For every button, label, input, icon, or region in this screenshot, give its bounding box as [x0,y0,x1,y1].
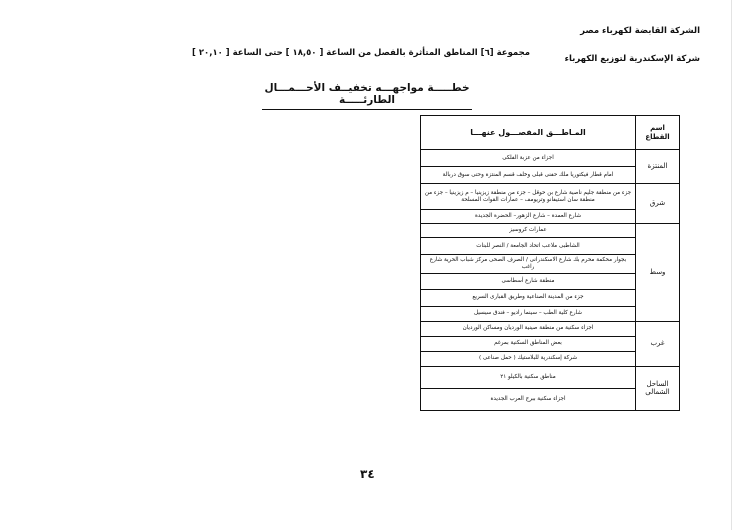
sector-north-coast: الساحل الشمالى [636,366,680,410]
sector-middle: وسط [636,224,680,321]
outage-table [420,115,680,411]
area-row: عمارات كروسيز [421,224,636,238]
sector-montaza: المنتزة [636,150,680,184]
area-row: شركة إسكندرية للبلاستيك ( حمل صناعى ) [421,351,636,366]
area-row: الشاطبى ملاعب اتحاد الجامعة / النصر للبنات [421,238,636,255]
area-row: امام قطار فيكتوريا ملك حفنى قبلى وخلف قسم المنتزة وحتى سوق دربالة [421,167,636,184]
header-sector: اسم القطاع [636,116,680,150]
area-row: اجزاء سكنية من منطقة صينية الورديان ومساكن الورديان [421,321,636,336]
sector-west: غرب [636,321,680,366]
margin-line [731,0,732,530]
subsidiary-name: شركة الإسكندرية لتوزيع الكهرباء [564,54,700,64]
plan-title: خطـــــة مواجهـــه تخفيــف الأحـــمـــال الطارئـــــة [262,82,472,110]
area-row: شارع العمدة – شارع الزهور– الحضرة الجديدة [421,210,636,224]
area-row: منطقة شارع أسطاسى [421,274,636,289]
area-row: شارع كلية الطب – سينما راديو – فندق سيسيل [421,306,636,321]
area-row: بجوار محكمة محرم بك شارع الاسكندرانى / الصرف الصحى مركز شباب الحرية شارع راغب [421,255,636,274]
company-name: الشركة القابضة لكهرباء مصر [580,26,700,36]
area-row: اجزاء سكنية ببرج العرب الجديدة [421,388,636,410]
page-number: ٣٤ [360,467,375,481]
group-line: مجموعة [٦] المناطق المتأثرة بالفصل من الساعة [ ١٨,٥٠ ] حتى الساعة [ ٢٠,١٠ ] [192,48,530,58]
sector-east: شرق [636,184,680,224]
header-areas: المـاطـــق المفصـــول عنهـــا [421,116,636,150]
area-row: مناطق سكنية بالكيلو ٢١ [421,366,636,388]
area-row: بعض المناطق السكنية بمرغم [421,336,636,351]
area-row: اجزاء من عزبة الفلكى [421,150,636,167]
area-row: جزء من المدينة الصناعية وطريق القبارى السريع [421,289,636,306]
area-row: جزء من منطقة جليم ناصية شارع بن حوقل – جزء من منطقة زيزينيا – م زيزينيا – جزء من منطقة سان استيفانو وتريومف – عمارات القوات المسلحة [421,184,636,210]
